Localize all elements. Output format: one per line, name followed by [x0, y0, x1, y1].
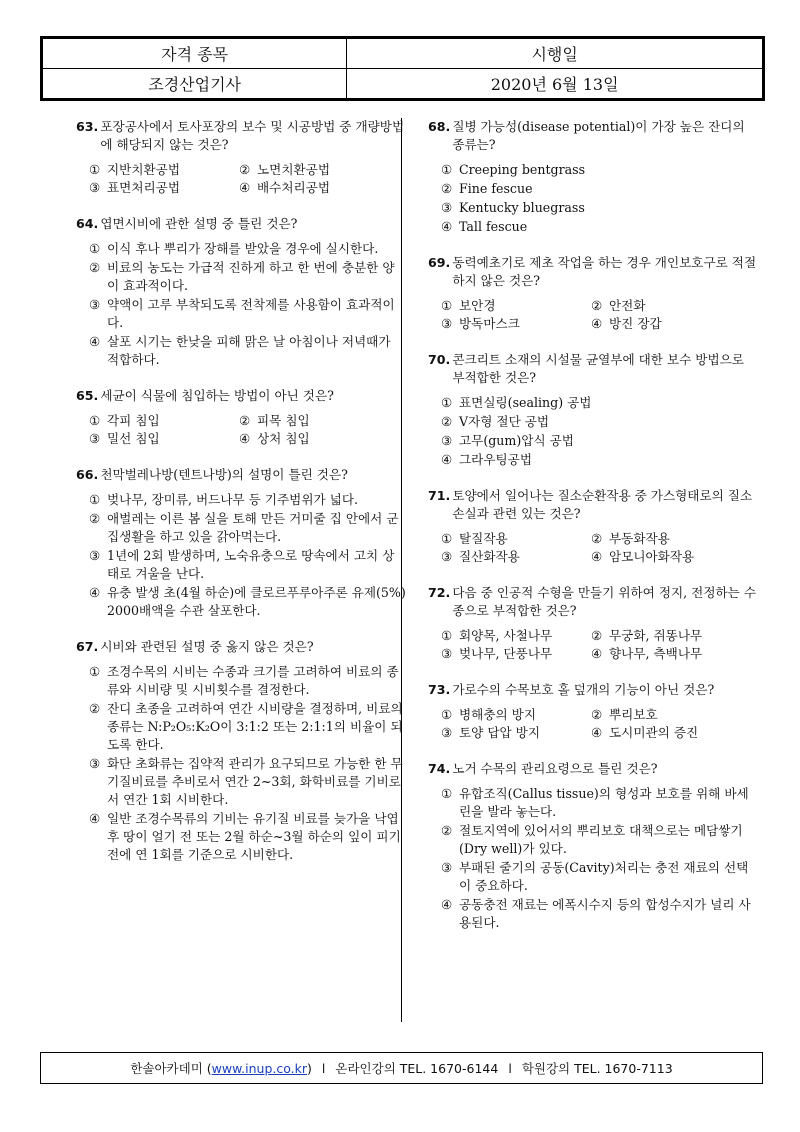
option-marker: ① — [441, 162, 453, 177]
option-text: 비료의 농도는 가급적 진하게 하고 한 번에 충분한 양이 효과적이다. — [107, 260, 395, 293]
option-marker: ① — [441, 786, 453, 801]
left-question-column — [76, 118, 406, 882]
option-marker: ① — [89, 664, 101, 679]
option-text: 화단 초화류는 집약적 관리가 요구되므로 가능한 한 무기질비료를 추비로서 연간 2~3회, 화학비료를 기비로서 연간 1회 시비한다. — [107, 756, 403, 807]
question-text: 시비와 관련된 설명 중 옳지 않은 것은? — [100, 639, 314, 654]
answer-option[interactable] — [591, 706, 741, 724]
online-phone: 온라인강의 TEL. 1670-6144 — [335, 1061, 499, 1076]
option-marker: ④ — [591, 549, 603, 564]
answer-option[interactable] — [441, 548, 591, 566]
option-marker: ① — [441, 395, 453, 410]
question-number: 63. — [76, 119, 99, 134]
option-marker: ③ — [441, 860, 453, 875]
answer-option[interactable] — [89, 663, 406, 699]
option-text: Tall fescue — [459, 219, 528, 234]
academy-name: 한솔아카데미 — [130, 1061, 203, 1076]
option-marker: ③ — [441, 549, 453, 564]
option-text: 지반치환공법 — [107, 162, 180, 177]
answer-option[interactable] — [239, 179, 389, 197]
option-text: 방진 장갑 — [609, 316, 662, 331]
question-text: 노거 수목의 관리요령으로 틀린 것은? — [452, 761, 658, 776]
option-text: 유합조직(Callus tissue)의 형성과 보호를 위해 바세린을 발라 놓는다. — [459, 786, 749, 819]
option-marker: ② — [441, 414, 453, 429]
question-number: 64. — [76, 216, 99, 231]
option-marker: ① — [89, 492, 101, 507]
option-marker: ② — [89, 701, 101, 716]
option-marker: ② — [89, 511, 101, 526]
answer-option[interactable] — [89, 491, 406, 509]
option-text: 공동충전 재료는 에폭시수지 등의 합성수지가 널리 사용된다. — [459, 897, 751, 930]
option-text: Fine fescue — [459, 181, 533, 196]
answer-option[interactable] — [441, 822, 758, 858]
option-text: 이식 후나 뿌리가 장해를 받았을 경우에 실시한다. — [107, 241, 379, 256]
option-marker: ④ — [441, 897, 453, 912]
answer-option[interactable] — [89, 296, 406, 332]
answer-option[interactable] — [89, 584, 406, 620]
question-item — [428, 351, 758, 469]
option-text: 상처 침입 — [257, 431, 310, 446]
option-text: 병해충의 방지 — [459, 707, 536, 722]
question-item — [76, 638, 406, 864]
option-text: 부패된 줄기의 공동(Cavity)처리는 충전 재료의 선택이 중요하다. — [459, 860, 749, 893]
question-text: 포장공사에서 토사포장의 보수 및 시공방법 중 개량방법에 해당되지 않는 것은? — [100, 119, 405, 152]
option-marker: ③ — [89, 756, 101, 771]
question-title — [76, 638, 406, 656]
option-text: 살포 시기는 한낮을 피해 맑은 날 아침이나 저녁때가 적합하다. — [107, 334, 391, 367]
answer-option[interactable] — [239, 412, 389, 430]
date-value: 2020년 6월 13일 — [347, 69, 763, 99]
question-title — [76, 466, 406, 484]
option-text: 뿌리보호 — [609, 707, 658, 722]
option-text: 향나무, 측백나무 — [609, 646, 703, 661]
answer-option[interactable] — [591, 297, 741, 315]
option-marker: ③ — [441, 646, 453, 661]
option-marker: ③ — [89, 548, 101, 563]
answer-options — [428, 627, 758, 663]
answer-option[interactable] — [441, 706, 591, 724]
option-marker: ④ — [89, 334, 101, 349]
question-item — [428, 118, 758, 236]
answer-options — [428, 785, 758, 932]
option-text: 절토지역에 있어서의 뿌리보호 대책으로는 메담쌓기(Dry well)가 있다. — [459, 823, 743, 856]
option-marker: ④ — [441, 219, 453, 234]
answer-option[interactable] — [441, 785, 758, 821]
question-item — [428, 681, 758, 742]
question-item — [428, 584, 758, 663]
option-text: 부동화작용 — [609, 531, 670, 546]
option-text: 각피 침입 — [107, 413, 160, 428]
question-text: 엽면시비에 관한 설명 중 틀린 것은? — [100, 216, 298, 231]
question-text: 동력예초기로 제초 작업을 하는 경우 개인보호구로 적절하지 않은 것은? — [452, 255, 757, 288]
answer-option[interactable] — [441, 218, 758, 236]
answer-option[interactable] — [441, 413, 758, 431]
option-text: 1년에 2회 발생하며, 노숙유충으로 땅속에서 고치 상태로 겨울을 난다. — [107, 548, 395, 581]
question-text: 세균이 식물에 침입하는 방법이 아닌 것은? — [100, 388, 334, 403]
option-text: V자형 절단 공법 — [459, 414, 550, 429]
answer-options — [76, 240, 406, 369]
option-marker: ③ — [89, 180, 101, 195]
option-marker: ① — [441, 628, 453, 643]
answer-option[interactable] — [441, 724, 591, 742]
answer-option[interactable] — [89, 412, 239, 430]
answer-option[interactable] — [441, 451, 758, 469]
question-number: 65. — [76, 388, 99, 403]
answer-option[interactable] — [89, 547, 406, 583]
question-title — [76, 118, 406, 154]
option-marker: ① — [441, 531, 453, 546]
answer-option[interactable] — [239, 161, 389, 179]
question-number: 73. — [428, 682, 451, 697]
option-text: 암모니아화작용 — [609, 549, 695, 564]
answer-option[interactable] — [441, 199, 758, 217]
option-marker: ② — [441, 823, 453, 838]
question-title — [428, 584, 758, 620]
question-number: 66. — [76, 467, 99, 482]
question-item — [76, 215, 406, 369]
option-text: 방독마스크 — [459, 316, 520, 331]
answer-options — [76, 412, 406, 448]
option-marker: ④ — [591, 646, 603, 661]
question-title — [428, 681, 758, 699]
option-marker: ④ — [89, 811, 101, 826]
subject-value: 조경산업기사 — [43, 69, 347, 99]
option-text: 그라우팅공법 — [459, 452, 532, 467]
option-text: 유충 발생 초(4월 하순)에 클로르푸루아주론 유제(5%) 2000배액을 수관 살포한다. — [107, 585, 406, 618]
page-footer: 한솔아카데미 ( www.inup.co.kr ) l 온라인강의 TEL. 1670-6144 l 학원강의 TEL. 1670-7113 — [40, 1052, 763, 1084]
answer-option[interactable] — [441, 627, 591, 645]
question-title — [428, 118, 758, 154]
option-text: 벚나무, 장미류, 버드나무 등 기주범위가 넓다. — [107, 492, 359, 507]
question-text: 다음 중 인공적 수형을 만들기 위하여 정지, 전정하는 수종으로 부적합한 것은? — [452, 585, 756, 618]
option-text: 약액이 고루 부착되도록 전착제를 사용함이 효과적이다. — [107, 297, 395, 330]
answer-option[interactable] — [441, 859, 758, 895]
answer-option[interactable] — [591, 724, 741, 742]
question-title — [428, 351, 758, 387]
question-number: 70. — [428, 352, 451, 367]
answer-options — [428, 394, 758, 469]
answer-options — [428, 297, 758, 333]
answer-option[interactable] — [441, 432, 758, 450]
question-text: 질병 가능성(disease potential)이 가장 높은 잔디의 종류는? — [452, 119, 745, 152]
answer-option[interactable] — [441, 297, 591, 315]
question-text: 토양에서 일어나는 질소순환작용 중 가스형태로의 질소 손실과 관련 있는 것은? — [452, 488, 753, 521]
option-marker: ① — [89, 413, 101, 428]
date-label: 시행일 — [347, 39, 763, 69]
answer-option[interactable] — [591, 645, 741, 663]
question-title — [428, 760, 758, 778]
answer-option[interactable] — [89, 333, 406, 369]
option-text: 밀선 침입 — [107, 431, 160, 446]
option-marker: ② — [239, 413, 251, 428]
answer-option[interactable] — [441, 180, 758, 198]
question-title — [428, 254, 758, 290]
answer-option[interactable] — [441, 315, 591, 333]
question-number: 69. — [428, 255, 451, 270]
option-text: 일반 조경수목류의 기비는 유기질 비료를 늦가을 낙엽 후 땅이 얼기 전 또는 2월 하순~3월 하순의 잎이 피기 전에 연 1회를 기준으로 시비한다. — [107, 811, 401, 862]
option-marker: ② — [239, 162, 251, 177]
option-text: 도시미관의 증진 — [609, 725, 699, 740]
option-text: 회양목, 사철나무 — [459, 628, 553, 643]
question-number: 67. — [76, 639, 99, 654]
answer-option[interactable] — [441, 896, 758, 932]
offline-phone: 학원강의 TEL. 1670-7113 — [521, 1061, 673, 1076]
answer-option[interactable] — [591, 315, 741, 333]
option-marker: ② — [441, 181, 453, 196]
footer-separator: l — [508, 1060, 512, 1076]
answer-options — [428, 161, 758, 236]
option-marker: ③ — [441, 200, 453, 215]
option-marker: ④ — [89, 585, 101, 600]
option-marker: ③ — [441, 725, 453, 740]
option-text: 안전화 — [609, 298, 646, 313]
question-item — [428, 254, 758, 333]
question-text: 가로수의 수목보호 홀 덮개의 기능이 아닌 것은? — [452, 682, 715, 697]
option-marker: ④ — [591, 316, 603, 331]
option-marker: ① — [441, 298, 453, 313]
answer-option[interactable] — [89, 810, 406, 864]
answer-option[interactable] — [89, 161, 239, 179]
question-number: 68. — [428, 119, 451, 134]
right-question-column — [428, 118, 758, 950]
answer-option[interactable] — [441, 530, 591, 548]
answer-option[interactable] — [89, 700, 406, 754]
option-text: 잔디 초종을 고려하여 연간 시비량을 결정하며, 비료의 종류는 N:P₂O₅:K₂O이 3:1:2 또는 2:1:1의 비율이 되도록 한다. — [107, 701, 403, 752]
answer-option[interactable] — [89, 240, 406, 258]
question-item — [428, 487, 758, 566]
academy-link[interactable]: www.inup.co.kr — [211, 1060, 308, 1076]
option-text: 피목 침입 — [257, 413, 310, 428]
answer-options — [428, 530, 758, 566]
answer-option[interactable] — [441, 645, 591, 663]
option-marker: ③ — [441, 433, 453, 448]
question-number: 74. — [428, 761, 451, 776]
question-item — [428, 760, 758, 932]
answer-option[interactable] — [89, 259, 406, 295]
option-marker: ③ — [89, 431, 101, 446]
question-item — [76, 466, 406, 620]
option-marker: ④ — [591, 725, 603, 740]
option-marker: ③ — [89, 297, 101, 312]
question-item — [76, 387, 406, 448]
answer-option[interactable] — [441, 161, 758, 179]
option-text: Creeping bentgrass — [459, 162, 586, 177]
option-text: 질산화작용 — [459, 549, 520, 564]
option-marker: ③ — [441, 316, 453, 331]
option-text: 애벌레는 이른 봄 실을 토해 만든 거미줄 집 안에서 군집생활을 하고 있을 갉아먹는다. — [107, 511, 399, 544]
subject-label: 자격 종목 — [43, 39, 347, 69]
answer-options — [76, 663, 406, 864]
footer-separator: l — [321, 1060, 326, 1076]
question-title — [428, 487, 758, 523]
answer-option[interactable] — [89, 430, 239, 448]
answer-options — [428, 706, 758, 742]
option-text: 노면치환공법 — [257, 162, 330, 177]
option-text: 고무(gum)압식 공법 — [459, 433, 574, 448]
answer-option[interactable] — [239, 430, 389, 448]
option-text: 탈질작용 — [459, 531, 508, 546]
question-text: 콘크리트 소재의 시설물 균열부에 대한 보수 방법으로 부적합한 것은? — [452, 352, 744, 385]
option-text: 배수처리공법 — [257, 180, 330, 195]
answer-option[interactable] — [89, 755, 406, 809]
answer-option[interactable] — [89, 510, 406, 546]
question-title — [76, 215, 406, 233]
option-text: 조경수목의 시비는 수종과 크기를 고려하여 비료의 종류와 시비량 및 시비횟수를 결정한다. — [107, 664, 399, 697]
option-text: 벚나무, 단풍나무 — [459, 646, 553, 661]
answer-options — [76, 161, 406, 197]
option-marker: ④ — [239, 431, 251, 446]
option-marker: ④ — [441, 452, 453, 467]
option-marker: ② — [591, 707, 603, 722]
option-marker: ② — [591, 628, 603, 643]
answer-option[interactable] — [591, 548, 741, 566]
answer-option[interactable] — [591, 627, 741, 645]
option-marker: ① — [89, 241, 101, 256]
question-title — [76, 387, 406, 405]
question-text: 천막벌레나방(텐트나방)의 설명이 틀린 것은? — [100, 467, 348, 482]
option-text: Kentucky bluegrass — [459, 200, 585, 215]
option-text: 표면처리공법 — [107, 180, 180, 195]
option-marker: ② — [89, 260, 101, 275]
answer-option[interactable] — [591, 530, 741, 548]
option-marker: ④ — [239, 180, 251, 195]
question-number: 72. — [428, 585, 451, 600]
option-text: 표면실링(sealing) 공법 — [459, 395, 592, 410]
option-marker: ② — [591, 531, 603, 546]
question-number: 71. — [428, 488, 451, 503]
option-text: 토양 답압 방지 — [459, 725, 540, 740]
option-text: 무궁화, 쥐똥나무 — [609, 628, 703, 643]
answer-option[interactable] — [441, 394, 758, 412]
question-item — [76, 118, 406, 197]
option-text: 보안경 — [459, 298, 496, 313]
option-marker: ① — [441, 707, 453, 722]
exam-header-table — [40, 36, 765, 101]
answer-option[interactable] — [89, 179, 239, 197]
answer-options — [76, 491, 406, 620]
option-marker: ① — [89, 162, 101, 177]
option-marker: ② — [591, 298, 603, 313]
